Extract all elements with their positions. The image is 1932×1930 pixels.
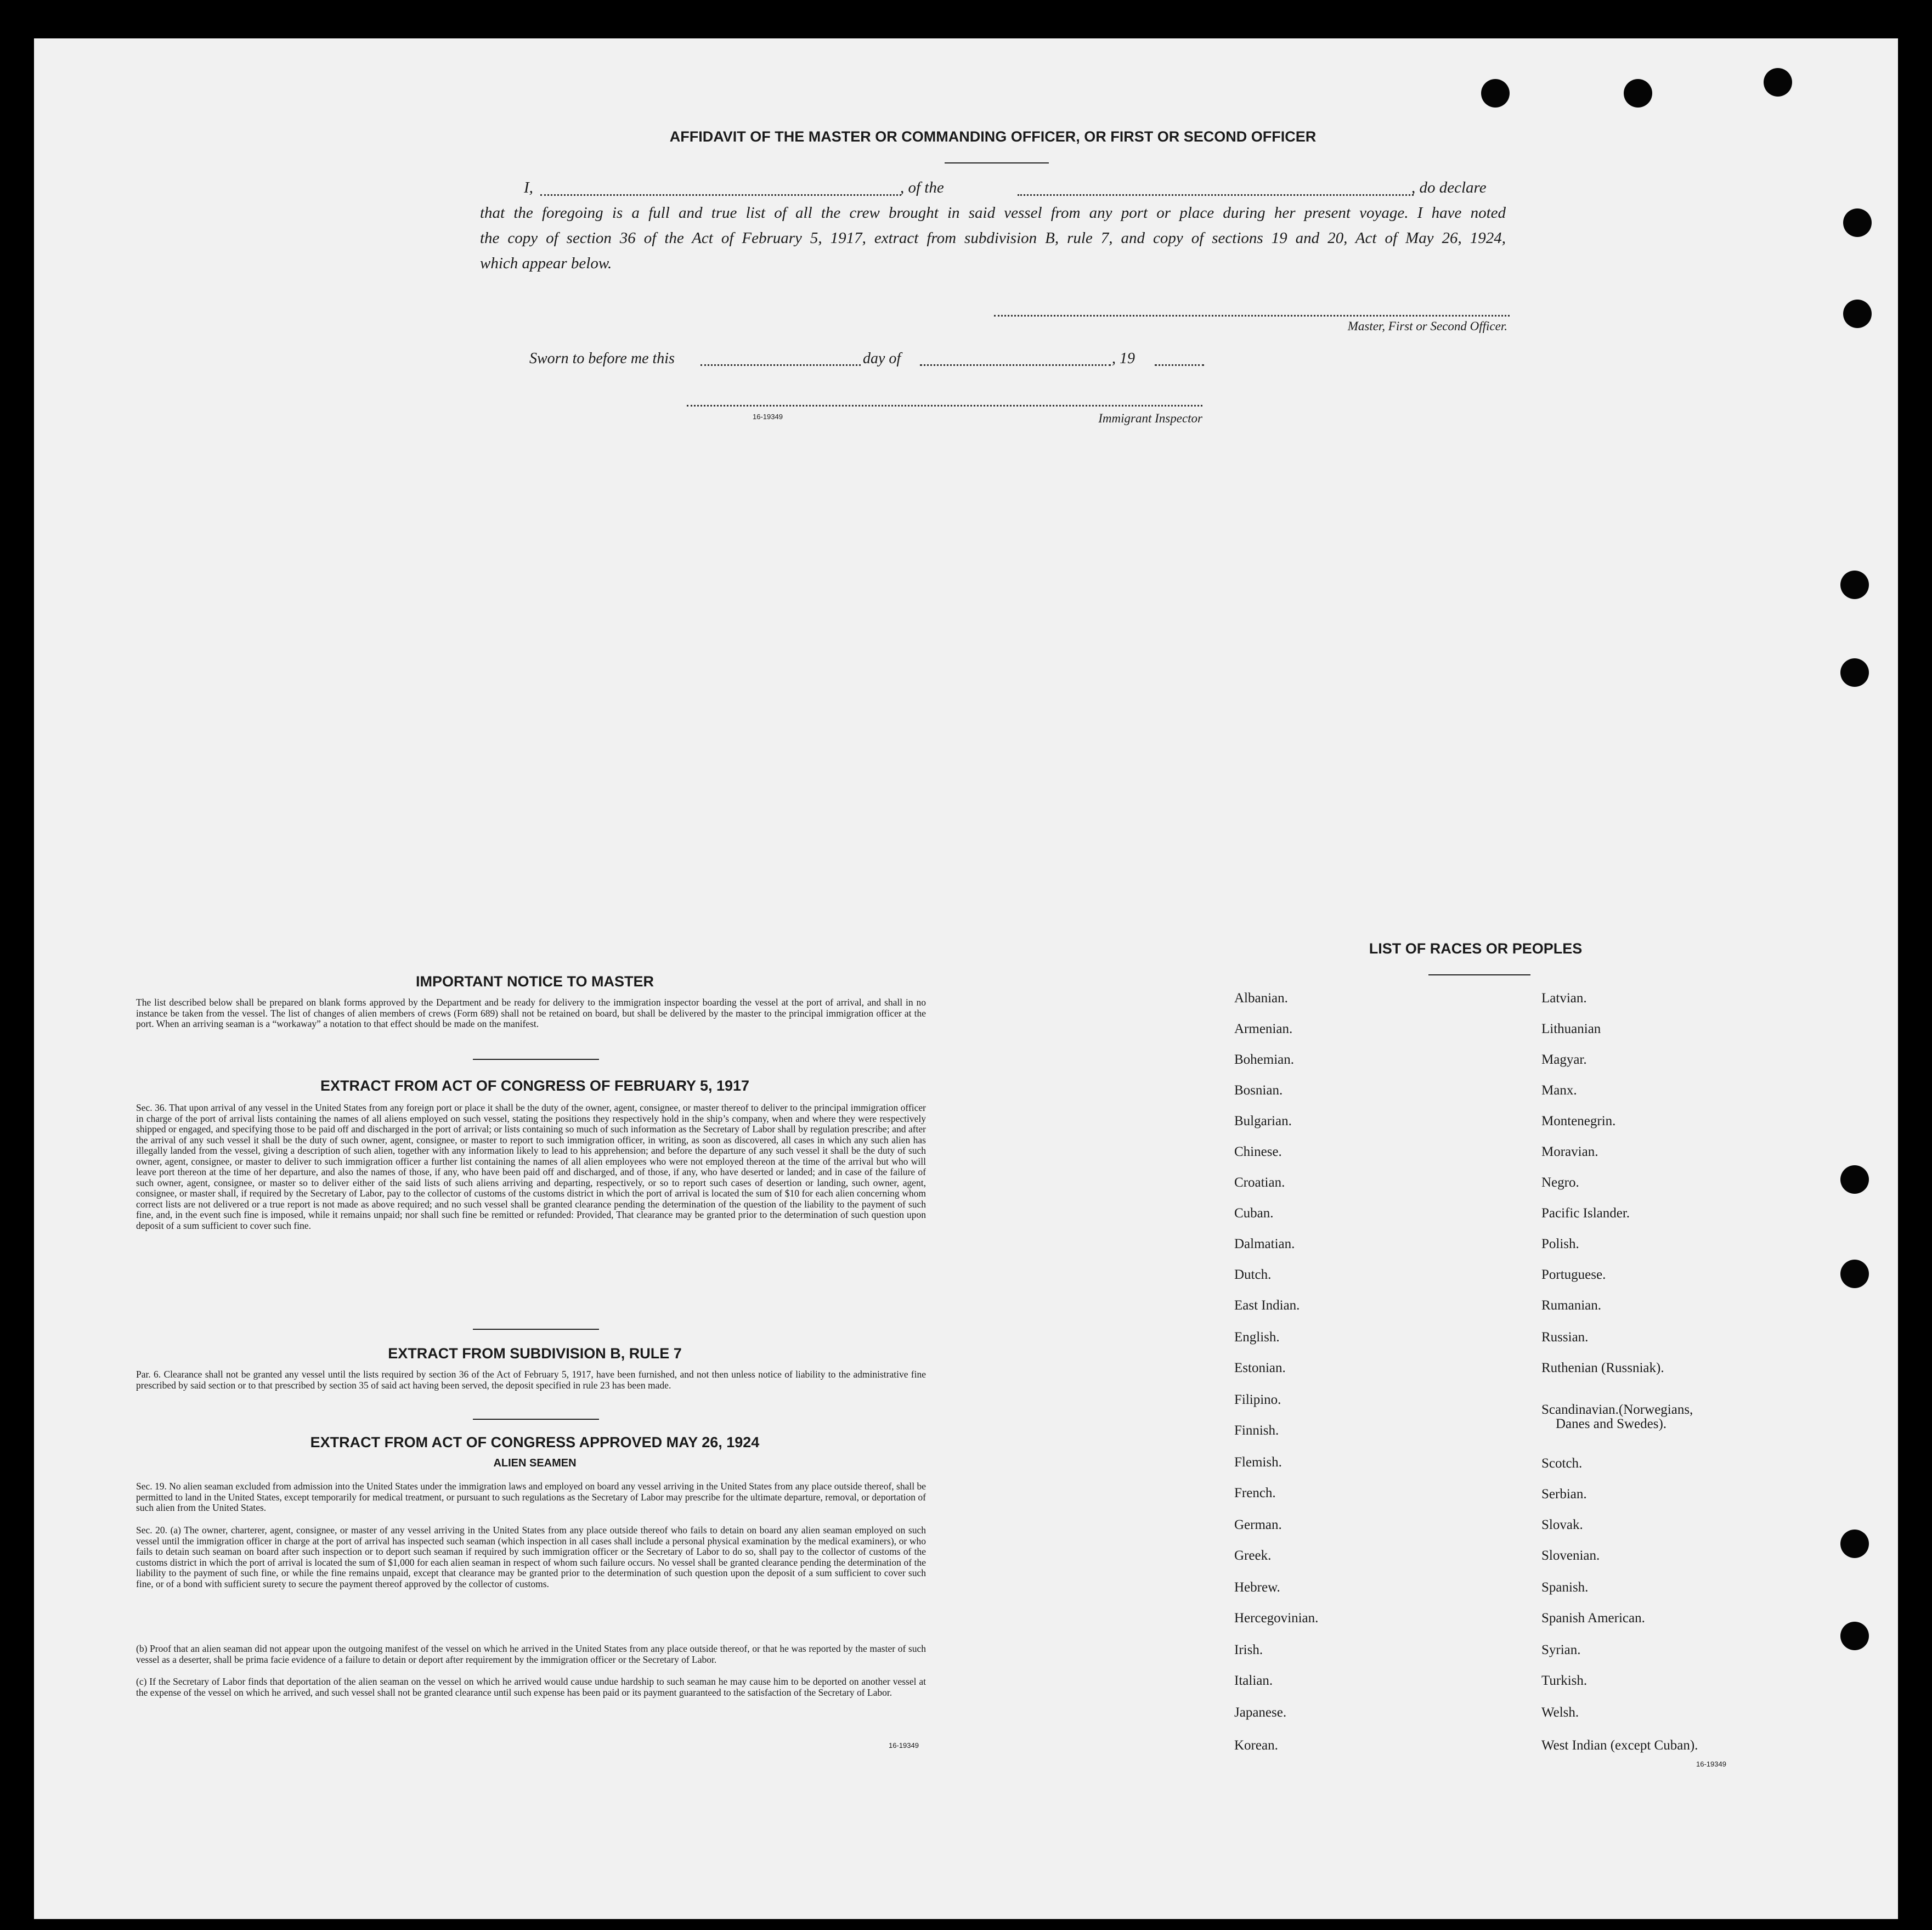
race-right: Latvian. <box>1541 991 1587 1006</box>
race-right: Portuguese. <box>1541 1267 1606 1282</box>
sec20b-text: (b) Proof that an alien seaman did not appear upon the outgoing manifest of the vessel on which he arrived in the United States from any place outside thereof, or that he was reported by the master of such vessel as a deserter, shall be prima facie evidence of a failure to detain or deport after requirement by the immigration officer or the Secretary of Labor. <box>136 1643 926 1665</box>
race-left: East Indian. <box>1234 1298 1300 1313</box>
race-left: English. <box>1234 1330 1280 1345</box>
signature-line <box>994 315 1510 317</box>
affidavit-line-2: that the foregoing is a full and true list of all the crew brought in said vessel from any port or place during her present voyage. I have noted <box>480 204 1506 222</box>
race-right: Manx. <box>1541 1083 1577 1098</box>
race-right: Polish. <box>1541 1237 1579 1251</box>
race-right: Danes and Swedes). <box>1556 1417 1667 1431</box>
punch-hole <box>1624 79 1652 108</box>
affidavit-i: I, <box>524 179 533 196</box>
race-right: Lithuanian <box>1541 1022 1601 1036</box>
notice-title: IMPORTANT NOTICE TO MASTER <box>416 973 654 990</box>
race-left: Japanese. <box>1234 1705 1287 1720</box>
race-right: Magyar. <box>1541 1052 1587 1067</box>
races-title: LIST OF RACES OR PEOPLES <box>1369 940 1583 957</box>
race-left: Italian. <box>1234 1673 1273 1688</box>
race-right: Turkish. <box>1541 1673 1588 1688</box>
race-left: Albanian. <box>1234 991 1288 1006</box>
affidavit-form-number: 16-19349 <box>753 413 783 421</box>
race-right: Slovenian. <box>1541 1548 1600 1563</box>
race-right: Serbian. <box>1541 1487 1587 1502</box>
sworn-line <box>529 350 1242 372</box>
race-right: Rumanian. <box>1541 1298 1602 1313</box>
affidavit-line-3: the copy of section 36 of the Act of February 5, 1917, extract from subdivision B, rule 7, and copy of sections 19 and 20, Act of May 26, 1924, <box>480 229 1506 247</box>
punch-hole <box>1843 300 1872 328</box>
race-left: Estonian. <box>1234 1361 1286 1375</box>
race-right: Montenegrin. <box>1541 1114 1616 1128</box>
punch-hole <box>1840 1622 1869 1650</box>
punch-hole <box>1843 208 1872 237</box>
sworn-date-line <box>701 364 861 366</box>
affidavit-line-4: which appear below. <box>480 255 612 272</box>
race-left: Bulgarian. <box>1234 1114 1292 1128</box>
sworn-prefix: Sworn to before me this <box>529 350 675 367</box>
affidavit-declare: , do declare <box>1411 179 1487 196</box>
sworn-month-line <box>920 364 1111 366</box>
affidavit-line-1 <box>480 179 1506 201</box>
race-right: Moravian. <box>1541 1144 1598 1159</box>
title-divider <box>945 162 1049 163</box>
race-left: Bohemian. <box>1234 1052 1295 1067</box>
inspector-signature-line <box>687 405 1202 407</box>
race-left: Croatian. <box>1234 1175 1285 1190</box>
race-right: Syrian. <box>1541 1643 1581 1657</box>
alien-seamen-subtitle: ALIEN SEAMEN <box>493 1457 577 1469</box>
race-right: Slovak. <box>1541 1517 1583 1532</box>
punch-hole <box>1764 68 1792 97</box>
race-right: Scandinavian.(Norwegians, <box>1541 1402 1693 1417</box>
rule7-text: Par. 6. Clearance shall not be granted any vessel until the lists required by section 36 of the Act of February 5, 1917, have been furnished, and not then unless notice of liability to the administrative fine prescribed by said section or to that prescribed by section 35 of said act having been served, the deposit specified in rule 23 has been made. <box>136 1369 926 1391</box>
race-left: Finnish. <box>1234 1423 1279 1438</box>
race-left: Armenian. <box>1234 1022 1293 1036</box>
name-field-line <box>540 194 901 196</box>
extract-form-number: 16-19349 <box>889 1741 919 1750</box>
affidavit-of-the: , of the <box>900 179 944 196</box>
race-left: Filipino. <box>1234 1392 1281 1407</box>
race-right: Ruthenian (Russniak). <box>1541 1361 1664 1375</box>
race-left: Bosnian. <box>1234 1083 1283 1098</box>
sec19-text: Sec. 19. No alien seaman excluded from admission into the United States under the immigration laws and employed on board any vessel arriving in the United States from any place outside thereof, shall be permitted to land in the United States, except temporarily for medical treatment, or pursuant to such regulations as the Secretary of Labor may prescribe for the ultimate departure, removal, or deportation of such alien from the United States. <box>136 1481 926 1513</box>
sec20c-text: (c) If the Secretary of Labor finds that deportation of the alien seaman on the vessel on which he arrived would cause undue hardship to such seaman he may cause him to be deported on another vessel at the expense of the vessel on which he arrived, and such vessel shall not be granted clearance until such expense has been paid or its payment guaranteed to the satisfaction of the Secretary of Labor. <box>136 1676 926 1698</box>
races-form-number: 16-19349 <box>1696 1760 1726 1768</box>
vessel-field-line <box>1018 194 1414 196</box>
race-left: Chinese. <box>1234 1144 1282 1159</box>
notice-text: The list described below shall be prepared on blank forms approved by the Department and be ready for delivery to the immigration inspector boarding the vessel at the port of arrival, and shall in no instance be taken from the vessel. The list of changes of alien members of crews (Form 689) shall not be retained on board, but shall be delivered by the master to the principal immigration officer at the port. When an arriving seaman is a “workaway” a notation to that effect should be made on the manifest. <box>136 997 926 1029</box>
extract-1917-title: EXTRACT FROM ACT OF CONGRESS OF FEBRUARY 5, 1917 <box>320 1077 750 1094</box>
race-left: Hercegovinian. <box>1234 1611 1319 1626</box>
race-left: French. <box>1234 1486 1276 1500</box>
punch-hole <box>1840 571 1869 599</box>
race-right: Negro. <box>1541 1175 1579 1190</box>
race-left: Flemish. <box>1234 1455 1282 1470</box>
signature-label: Master, First or Second Officer. <box>1347 319 1507 333</box>
punch-hole <box>1840 1260 1869 1288</box>
race-left: Greek. <box>1234 1548 1272 1563</box>
race-right: Spanish. <box>1541 1580 1589 1595</box>
rule7-divider <box>473 1419 599 1420</box>
race-left: Dutch. <box>1234 1267 1272 1282</box>
sworn-day-of: day of <box>863 350 901 367</box>
punch-hole <box>1840 1165 1869 1194</box>
race-right: Welsh. <box>1541 1705 1579 1720</box>
races-divider <box>1428 974 1530 975</box>
race-right: Scotch. <box>1541 1456 1583 1471</box>
race-right: Pacific Islander. <box>1541 1206 1630 1221</box>
inspector-label: Immigrant Inspector <box>1098 411 1202 425</box>
punch-hole <box>1840 1530 1869 1558</box>
race-left: Dalmatian. <box>1234 1237 1295 1251</box>
race-left: German. <box>1234 1517 1282 1532</box>
notice-divider <box>473 1059 599 1060</box>
punch-hole <box>1481 79 1510 108</box>
sec20a-text: Sec. 20. (a) The owner, charterer, agent, consignee, or master of any vessel arriving in the United States from any place outside thereof who fails to detain on board any alien seaman employed on such vessel until the immigration officer in charge at the port of arrival has inspected such seaman (which inspection in all cases shall include a personal physical examination by the medical examiners), or who fails to detain such seaman on board after such inspection or to deport such seaman if required by such immigration officer or the Secretary of Labor to do so, shall pay to the collector of customs of the customs district in which the port of arrival is located the sum of $1,000 for each alien seaman in respect of whom such failure occurs. No vessel shall be granted clearance pending the determination of the liability to the payment of such fine, or while the fine remains unpaid, except that clearance may be granted prior to the determination of such question upon the deposit of a sum sufficient to cover such fine, or of a bond with sufficient surety to secure the payment thereof approved by the collector of customs. <box>136 1525 926 1589</box>
race-left: Cuban. <box>1234 1206 1274 1221</box>
race-left: Hebrew. <box>1234 1580 1280 1595</box>
rule7-title: EXTRACT FROM SUBDIVISION B, RULE 7 <box>388 1345 682 1362</box>
extract-1917-divider <box>473 1329 599 1330</box>
sworn-year: , 19 <box>1112 350 1135 367</box>
affidavit-title: AFFIDAVIT OF THE MASTER OR COMMANDING OFFICER, OR FIRST OR SECOND OFFICER <box>669 128 1317 145</box>
race-left: Korean. <box>1234 1738 1278 1753</box>
extract-1917-text: Sec. 36. That upon arrival of any vessel in the United States from any foreign port or place it shall be the duty of the owner, agent, consignee, or master thereof to deliver to the principal immigration officer in charge of the port of arrival lists containing the names of all aliens employed on such vessel, stating the positions they respectively hold in the ship’s company, when and where they were respectively shipped or engaged, and specifying those to be paid off and discharged in the port of arrival; or lists containing so much of such information as the Secretary of Labor shall by regulation prescribe; and after the arrival of any such vessel it shall be the duty of such owner, agent, consignee, or master to report to such immigration officer, in writing, as soon as discovered, all cases in which any such alien has illegally landed from the vessel, giving a description of such alien, together with any information likely to lead to his apprehension; and before the departure of any such vessel it shall be the duty of such owner, agent, consignee, or master to deliver to such immigration officer a further list containing the names of all alien employees who were not employed thereon at the time of the arrival but who will leave port thereon at the time of her departure, and also the names of those, if any, who have been paid off and discharged, and of those, if any, who have deserted or landed; and in case of the failure of such owner, agent, consignee, or master so to deliver either of the said lists of such aliens arriving and departing, respectively, or so to report such cases of desertion or landing, such owner, agent, consignee, or master shall, if required by the Secretary of Labor, pay to the collector of customs of the customs district in which the port of arrival is located the sum of $10 for each alien concerning whom correct lists are not delivered or a true report is not made as above required; and no such vessel shall be granted clearance pending the determination of the question of the liability to the payment of such fine, and, in the event such fine is imposed, while it remains unpaid; nor shall such fine be remitted or refunded: Provided, That clearance may be granted prior to the determination of such question upon deposit of a sum sufficient to cover such fine. <box>136 1102 926 1231</box>
race-left: Irish. <box>1234 1643 1263 1657</box>
sworn-year-line <box>1155 364 1204 366</box>
punch-hole <box>1840 658 1869 687</box>
race-right: West Indian (except Cuban). <box>1541 1738 1698 1753</box>
extract-1924-title: EXTRACT FROM ACT OF CONGRESS APPROVED MAY 26, 1924 <box>310 1434 760 1451</box>
race-right: Spanish American. <box>1541 1611 1645 1626</box>
race-right: Russian. <box>1541 1330 1589 1345</box>
